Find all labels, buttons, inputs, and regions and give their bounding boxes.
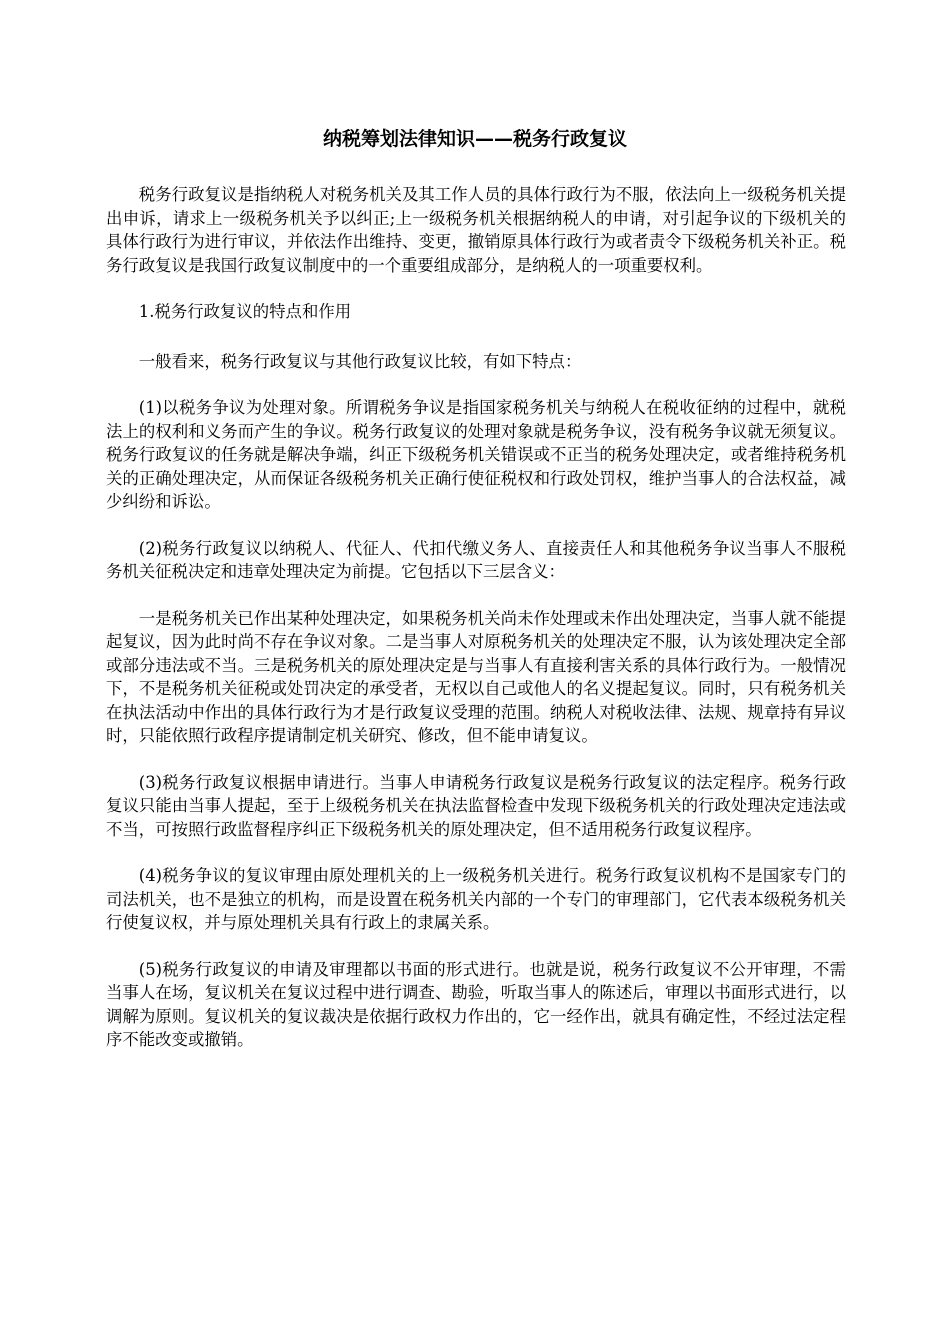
document-title: 纳税筹划法律知识——税务行政复议	[322, 128, 627, 150]
paragraph-point-2: (2)税务行政复议以纳税人、代征人、代扣代缴义务人、直接责任人和其他税务争议当事人不服税务机关征税决定和违章处理决定为前提。它包括以下三层含义：	[106, 538, 846, 581]
paragraph-overview: 一般看来，税务行政复议与其他行政复议比较，有如下特点：	[138, 351, 582, 371]
paragraph-point-5: (5)税务行政复议的申请及审理都以书面的形式进行。也就是说，税务行政复议不公开审理，不需当事人在场，复议机关在复议过程中进行调查、勘验，听取当事人的陈述后，审理以书面形式进行，以调解为原则。复议机关的复议裁决是依据行政权力作出的，它一经作出，就具有确定性，不经过法定程序不能改变或撤销。	[106, 959, 846, 1049]
paragraph-point-1: (1)以税务争议为处理对象。所谓税务争议是指国家税务机关与纳税人在税收征纳的过程中，就税法上的权利和义务而产生的争议。税务行政复议的处理对象就是税务争议，没有税务争议就无须复议。税务行政复议的任务就是解决争端，纠正下级税务机关错误或不正当的税务处理决定，或者维持税务机关的正确处理决定，从而保证各级税务机关正确行使征税权和行政处罚权，维护当事人的合法权益，减少纠纷和诉讼。	[106, 398, 846, 511]
document-body	[106, 183, 846, 1075]
paragraph-point-2-detail: 一是税务机关已作出某种处理决定，如果税务机关尚未作处理或未作出处理决定，当事人就不能提起复议，因为此时尚不存在争议对象。二是当事人对原税务机关的处理决定不服，认为该处理决定全部或部分违法或不当。三是税务机关的原处理决定是与当事人有直接利害关系的具体行政行为。一般情况下，不是税务机关征税或处罚决定的承受者，无权以自己或他人的名义提起复议。同时，只有税务机关在执法活动中作出的具体行政行为才是行政复议受理的范围。纳税人对税收法律、法规、规章持有异议时，只能依照行政程序提请制定机关研究、修改，但不能申请复议。	[106, 608, 846, 745]
section-heading: 1.税务行政复议的特点和作用	[138, 302, 352, 321]
paragraph-point-4: (4)税务争议的复议审理由原处理机关的上一级税务机关进行。税务行政复议机构不是国家专门的司法机关，也不是独立的机构，而是设置在税务机关内部的一个专门的审理部门，它代表本级税务机关行使复议权，并与原处理机关具有行政上的隶属关系。	[106, 866, 846, 932]
paragraph-point-3: (3)税务行政复议根据申请进行。当事人申请税务行政复议是税务行政复议的法定程序。税务行政复议只能由当事人提起，至于上级税务机关在执法监督检查中发现下级税务机关的行政处理决定违法或不当，可按照行政监督程序纠正下级税务机关的原处理决定，但不适用税务行政复议程序。	[106, 772, 846, 839]
paragraph-intro: 税务行政复议是指纳税人对税务机关及其工作人员的具体行政行为不服，依法向上一级税务机关提出申诉，请求上一级税务机关予以纠正;上一级税务机关根据纳税人的申请，对引起争议的下级机关的具体行政行为进行审议，并依法作出维持、变更，撤销原具体行政行为或者责令下级税务机关补正。税务行政复议是我国行政复议制度中的一个重要组成部分，是纳税人的一项重要权利。	[106, 185, 846, 275]
